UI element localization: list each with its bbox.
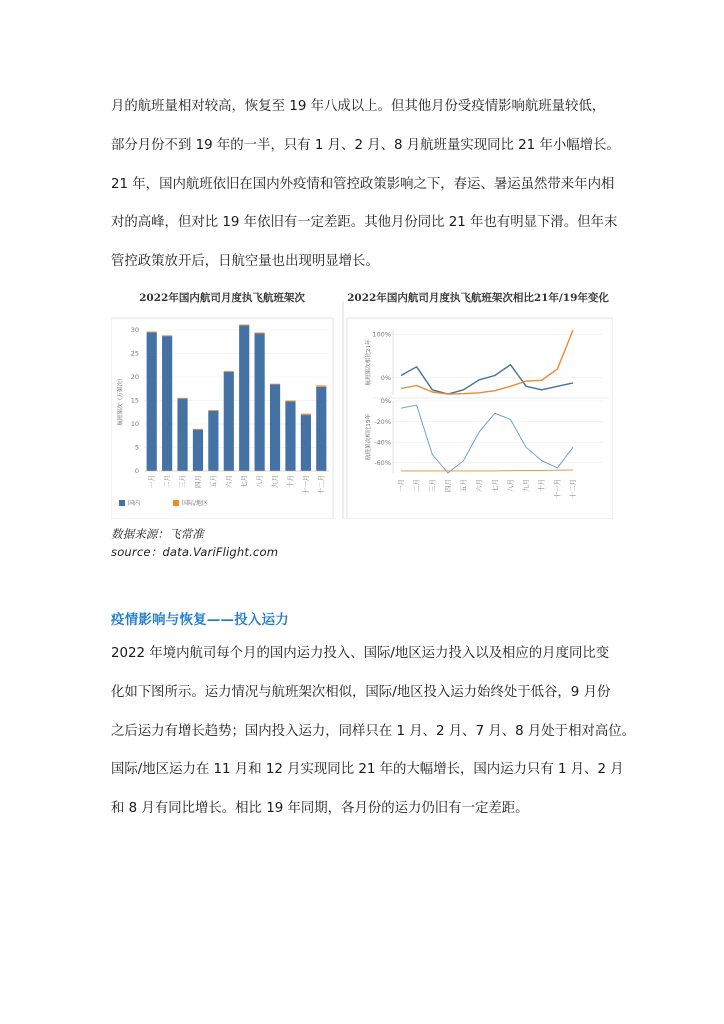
x-tick-label: 四月 <box>193 475 202 488</box>
x-tick-label: 五月 <box>209 475 218 488</box>
text-line: 和 8 月有同比增长。相比 19 年同期，各月份的运力仍旧有一定差距。 <box>111 801 529 817</box>
text-line: 2022 年境内航司每个月的国内运力投入、国际/地区运力投入以及相应的月度同比变 <box>111 646 610 661</box>
y-tick-label: 5 <box>134 443 139 452</box>
paragraph-flights <box>111 88 623 282</box>
x-tick-label: 二月 <box>163 475 172 488</box>
legend-label-international: 国际/地区 <box>182 500 209 507</box>
legend-swatch-international <box>173 500 179 506</box>
y-tick-label: 20 <box>130 373 139 382</box>
x-tick-label: 七月 <box>490 479 499 492</box>
text-line: 月的航班量相对较高，恢复至 19 年八成以上。但其他月份受疫情影响航班量较低， <box>111 99 606 114</box>
x-tick-label: 五月 <box>459 479 468 492</box>
paragraph-capacity <box>111 635 636 829</box>
bar-domestic <box>224 372 234 471</box>
text-line: 部分月份不到 19 年的一半，只有 1 月、2 月、8 月航班量实现同比 21 年小幅增长。 <box>111 137 620 153</box>
bar-domestic <box>162 336 172 471</box>
y-axis-title: 航班架次相比21年 <box>366 339 372 386</box>
x-tick-label: 九月 <box>522 479 531 492</box>
x-tick-label: 十二月 <box>317 475 326 495</box>
bar-domestic <box>255 333 265 471</box>
charts-figure <box>111 283 613 519</box>
x-tick-label: 十一月 <box>301 475 310 495</box>
text-line: 化如下图所示。运力情况与航班架次相似，国际/地区投入运力始终处于低谷，9 月份 <box>111 684 611 700</box>
y-tick-label: 25 <box>130 349 139 358</box>
section-heading: 疫情影响与恢复——投入运力 <box>111 613 289 628</box>
bar-chart-title: 2022年国内航司月度执飞航班架次 <box>139 292 305 304</box>
x-tick-label: 一月 <box>397 479 405 492</box>
legend-swatch-domestic <box>119 500 125 506</box>
y-tick-label: 0% <box>380 397 391 406</box>
x-tick-label: 十一月 <box>553 479 562 499</box>
bar-international <box>285 401 295 402</box>
y-tick-label: 100% <box>372 330 391 339</box>
bar-domestic <box>208 411 218 471</box>
x-tick-label: 九月 <box>271 475 280 488</box>
x-tick-label: 三月 <box>178 475 187 488</box>
bar-chart-frame <box>111 318 333 519</box>
y-tick-label: -20% <box>374 417 391 426</box>
y-tick-label: 30 <box>130 326 139 335</box>
bar-domestic <box>301 415 311 471</box>
x-tick-label: 四月 <box>443 479 452 492</box>
x-tick-label: 六月 <box>224 475 233 488</box>
bar-international <box>255 332 265 333</box>
x-tick-label: 十二月 <box>569 479 577 499</box>
x-tick-label: 三月 <box>428 479 437 492</box>
bar-domestic <box>270 385 280 471</box>
x-tick-label: 十月 <box>286 475 295 488</box>
x-tick-label: 八月 <box>255 475 264 488</box>
bar-domestic <box>193 430 203 471</box>
line-chart-title: 2022年国内航司月度执飞航班架次相比21年/19年变化 <box>347 292 609 304</box>
y-tick-label: 15 <box>130 396 139 405</box>
bar-domestic <box>316 387 326 471</box>
legend-label-domestic: 国内 <box>128 500 141 507</box>
text-line: 之后运力有增长趋势；国内投入运力，同样只在 1 月、2 月、7 月、8 月处于相对高位。 <box>111 723 636 739</box>
text-line: 管控政策放开后，日航空量也出现明显增长。 <box>111 254 379 270</box>
y-axis-title: 航班架次相比19年 <box>366 413 372 461</box>
bar-international <box>270 384 280 385</box>
bar-international <box>224 371 234 372</box>
y-tick-label: 0 <box>134 467 139 476</box>
y-tick-label: -40% <box>374 438 391 447</box>
y-axis-title: 航班架次（万架次） <box>118 375 124 426</box>
text-line: 国际/地区运力在 11 月和 12 月实现同比 21 年的大幅增长，国内运力只有 1 月、2 月 <box>111 762 624 778</box>
bar-domestic <box>177 399 187 471</box>
bar-international <box>193 429 203 430</box>
x-tick-label: 一月 <box>147 475 156 488</box>
x-tick-label: 二月 <box>412 479 421 492</box>
bar-domestic <box>285 401 295 471</box>
bar-international <box>239 325 249 326</box>
y-tick-label: 10 <box>130 420 139 429</box>
x-tick-label: 八月 <box>506 479 515 492</box>
bar-international <box>162 335 172 336</box>
x-tick-label: 七月 <box>240 475 249 488</box>
y-tick-label: -60% <box>374 458 391 467</box>
data-source: 数据来源：飞常准 <box>111 527 204 541</box>
text-line: 21 年，国内航班依旧在国内外疫情和管控政策影响之下，春运、暑运虽然带来年内相 <box>111 176 615 192</box>
bar-domestic <box>147 332 157 471</box>
bar-international <box>177 398 187 399</box>
bar-international <box>208 410 218 411</box>
bar-international <box>316 385 326 386</box>
bar-international <box>147 332 157 333</box>
data-source-url: source：data.VariFlight.com <box>111 545 279 559</box>
text-line: 对的高峰，但对比 19 年依旧有一定差距。其他月份同比 21 年也有明显下滑。但年末 <box>111 215 618 231</box>
x-tick-label: 六月 <box>475 479 484 492</box>
bar-domestic <box>239 325 249 471</box>
y-tick-label: 0% <box>380 373 391 382</box>
x-tick-label: 十月 <box>537 479 546 492</box>
bar-international <box>301 414 311 415</box>
